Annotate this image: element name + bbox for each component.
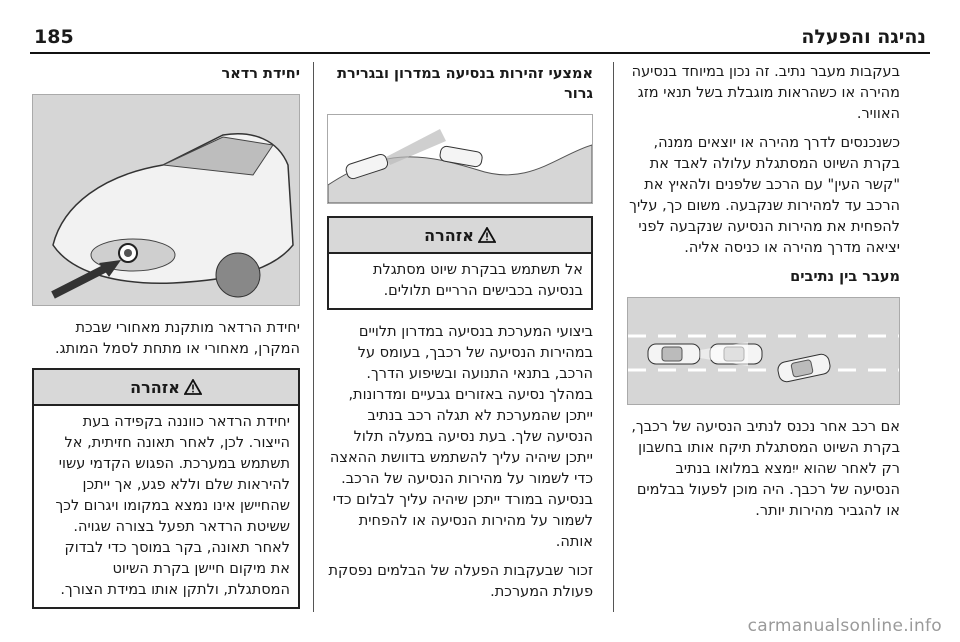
heading-radar-unit: יחידת רדאר: [221, 66, 300, 82]
warning-box-hills: [327, 216, 593, 310]
page-header: [30, 24, 930, 54]
paragraph-hill-performance: ביצועי המערכת בנסיעה במדרון תלויים במהירות הנסיעה של רכבך, בעומס על הרכב, בתנאי התנועה ובשיפוע הדרך. במהלך נסיעה באזורים גבעיים ומדרונות, ייתכן שהמערכת לא תגלה רכב בנתיב הנסיעה שלך. בעת נסיעה במעלה תלול ייתכן שיהיה עליך להשתמש בדוושת ההאצה כדי לשמור על מהירות הנסיעה של הרכב. בנסיעה במורד ייתכן שיהיה עליך לבלום כדי לשמור על מהירות הנסיעה או להפחית אותה.: [329, 324, 593, 550]
warning-title: אזהרה: [424, 225, 474, 245]
subheading-lane-change: מעבר בין נתיבים: [790, 269, 900, 285]
paragraph-brakes-note: זכור שבעקבות הפעלה של הבלמים נפסקת פעולת המערכת.: [328, 563, 593, 600]
watermark: carmanualsonline.info: [747, 616, 942, 636]
radar-location-illustration: [32, 94, 300, 306]
warning-text: יחידת הרדאר כווננה בקפידה בעת הייצור. לכן, לאחר תאונה חזיתית, אל תשתמש במערכת. הפגוש הקדמי עשוי להיראות שלם וללא פגע, אך ייתכן שהחיישן אינו נמצא במקומו ויגרום לכך ששיטת הרדאר תפעל בצורה שגויה. לאחר תאונה, בקר במוסך כדי לבדוק את מיקום חיישן בקרת השיוט המסתגלת, ולתקן אותו במידת הצורך.: [55, 414, 290, 598]
right-column: [627, 62, 900, 530]
lane-change-illustration: [627, 297, 900, 405]
page-number: 185: [34, 26, 74, 48]
paragraph-vehicle-cut-in: אם רכב אחר נכנס לנתיב הנסיעה של רכבך, בקרת השיוט המסתגלת תיקח אותו בחשבון רק לאחר שהוא ייִמצא במלואו בנתיב הנסיעה של רכבך. היה מוכן לפעול בבלמים או להגביר מהירות יותר.: [631, 419, 900, 519]
warning-header: [329, 218, 591, 254]
radar-sensor-icon: [119, 244, 137, 262]
lane-change-drawing: [628, 298, 899, 404]
column-divider-right: [613, 62, 614, 612]
middle-column: [327, 62, 593, 611]
left-column: [32, 62, 300, 621]
paragraph-highway-entry: כשנכנסים לדרך מהירה או יוצאים ממנה, בקרת השיוט המסתגלת עלולה לאבד את "קשר העין" עם הרכב שלפנים ולהאיץ את הרכב עד למהירות שנקבעה. משום כך, עליך להפחית את מהירות הנסיעה שנקבעה לפני יציאה מדרך מהירה או כניסה אליה.: [629, 135, 900, 256]
car-front-drawing: [33, 95, 299, 305]
warning-triangle-icon: [184, 379, 202, 395]
warning-title: אזהרה: [130, 377, 180, 397]
column-divider-left: [313, 62, 314, 612]
hill-driving-illustration: [327, 114, 593, 204]
warning-header: [34, 370, 298, 406]
warning-text: אל תשתמש בבקרת שיוט מסתגלת בנסיעה בכבישים הרריים תלולים.: [373, 262, 583, 299]
own-car-icon: [648, 344, 700, 364]
heading-hills-towing: אמצעי זהירות בנסיעה במדרון ובגרירת גרור: [337, 66, 593, 102]
warning-box-radar: [32, 368, 300, 609]
hill-drawing: [328, 115, 592, 203]
section-title: נהיגה והפעלה: [801, 26, 926, 48]
warning-triangle-icon: [478, 227, 496, 243]
paragraph-lane-visibility: בעקבות מעבר נתיב. זה נכון במיוחד בנסיעה מהירה או כשהראות מוגבלת בשל תנאי מזג האוויר.: [631, 64, 900, 122]
paragraph-radar-location: יחידת הרדאר מותקנת מאחורי שבכת המקרן, מאחורי או מתחת לסמל המותג.: [55, 320, 300, 357]
